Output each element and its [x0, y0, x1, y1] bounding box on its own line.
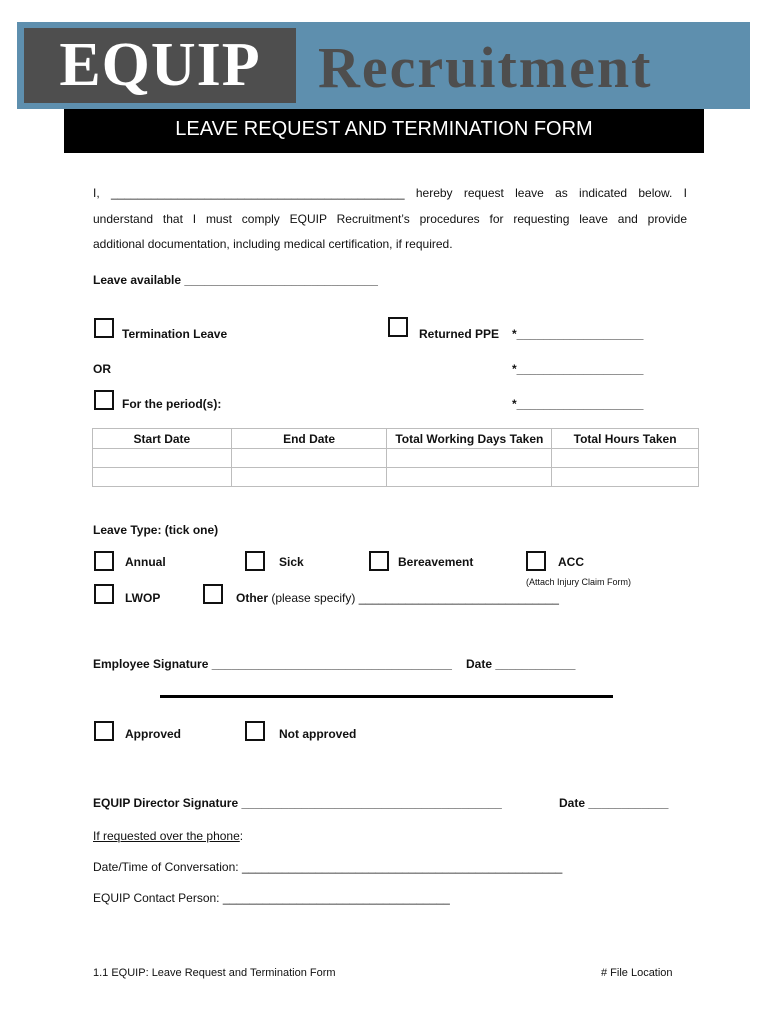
table-row: [93, 468, 699, 487]
for-periods-checkbox[interactable]: [94, 390, 114, 410]
footer-right: # File Location: [601, 967, 673, 979]
table-cell[interactable]: [552, 449, 699, 468]
sick-checkbox[interactable]: [245, 551, 265, 571]
other-label: Other: [236, 591, 269, 605]
bereavement-checkbox[interactable]: [369, 551, 389, 571]
acc-note: (Attach Injury Claim Form): [526, 577, 632, 587]
termination-leave-checkbox[interactable]: [94, 318, 114, 338]
contact-person-line[interactable]: EQUIP Contact Person: __________________________________: [93, 891, 450, 905]
director-signature[interactable]: EQUIP Director Signature _______________________________________: [93, 796, 502, 810]
other-specify-line[interactable]: (please specify) ______________________________: [268, 591, 559, 605]
sick-label: Sick: [279, 555, 304, 569]
table-header-hours: Total Hours Taken: [552, 429, 699, 449]
or-label: OR: [93, 362, 111, 376]
period-table: [92, 428, 699, 487]
table-cell[interactable]: [231, 449, 387, 468]
intro-line-1: I, ____________________________________________ hereby request leave as indicated below. I: [93, 186, 687, 200]
table-header-working-days: Total Working Days Taken: [387, 429, 552, 449]
table-cell[interactable]: [387, 449, 552, 468]
ppe-line-1[interactable]: *___________________: [512, 327, 644, 341]
other-checkbox[interactable]: [203, 584, 223, 604]
section-divider: [160, 695, 613, 698]
not-approved-label: Not approved: [279, 727, 357, 741]
table-row: [93, 449, 699, 468]
approved-label: Approved: [125, 727, 182, 741]
director-date[interactable]: Date ____________: [559, 796, 669, 810]
table-header-end-date: End Date: [231, 429, 387, 449]
logo-equip-text: EQUIP: [59, 31, 261, 99]
not-approved-checkbox[interactable]: [245, 721, 265, 741]
annual-checkbox[interactable]: [94, 551, 114, 571]
ppe-line-2[interactable]: *___________________: [512, 362, 644, 376]
ppe-line-3[interactable]: *___________________: [512, 397, 644, 411]
acc-checkbox[interactable]: [526, 551, 546, 571]
leave-available: Leave available _____________________________: [93, 273, 378, 287]
bereavement-label: Bereavement: [398, 555, 474, 569]
phone-heading-colon: :: [239, 829, 244, 843]
table-cell[interactable]: [93, 449, 232, 468]
table-cell[interactable]: [93, 468, 232, 487]
lwop-label: LWOP: [125, 591, 161, 605]
table-cell[interactable]: [231, 468, 387, 487]
logo-recruitment-text: Recruitment: [318, 35, 653, 100]
intro-line-2: understand that I must comply EQUIP Recruitment’s procedures for requesting leave and provide: [93, 212, 687, 226]
annual-label: Annual: [125, 555, 166, 569]
table-header-start-date: Start Date: [93, 429, 232, 449]
approved-checkbox[interactable]: [94, 721, 114, 741]
footer-left: 1.1 EQUIP: Leave Request and Termination Form: [93, 967, 336, 979]
intro-line-3: additional documentation, including medical certification, if required.: [93, 237, 453, 251]
other-label-group: [236, 591, 559, 605]
returned-ppe-checkbox[interactable]: [388, 317, 408, 337]
for-periods-label: For the period(s):: [122, 397, 222, 411]
employee-date[interactable]: Date ____________: [466, 657, 576, 671]
employee-signature[interactable]: Employee Signature ____________________________________: [93, 657, 452, 671]
leave-type-heading: Leave Type: (tick one): [93, 523, 219, 537]
acc-label: ACC: [558, 555, 584, 569]
lwop-checkbox[interactable]: [94, 584, 114, 604]
phone-heading-group: [93, 829, 243, 843]
table-cell[interactable]: [552, 468, 699, 487]
table-header-row: [93, 429, 699, 449]
table-cell[interactable]: [387, 468, 552, 487]
phone-heading: If requested over the phone: [93, 829, 240, 843]
termination-leave-label: Termination Leave: [122, 327, 228, 341]
form-title: LEAVE REQUEST AND TERMINATION FORM: [64, 109, 704, 153]
returned-ppe-label: Returned PPE: [419, 327, 500, 341]
conversation-line[interactable]: Date/Time of Conversation: ________________________________________________: [93, 860, 563, 874]
